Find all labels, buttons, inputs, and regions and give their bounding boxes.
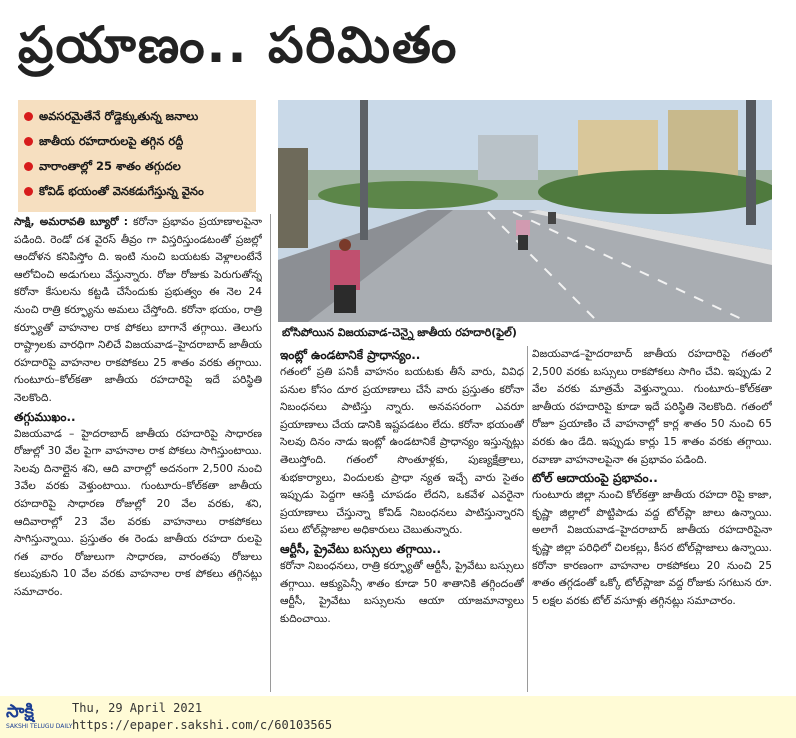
page-headline: ప్రయాణం.. పరిమితం: [18, 16, 459, 74]
highlights-box: [18, 100, 256, 212]
highway-photo-illustration: [278, 100, 772, 322]
highlight-item: [24, 154, 250, 179]
bullet-dot-icon: [24, 162, 33, 171]
highlight-text: జాతీయ రహదారులపై తగ్గిన రద్దీ: [39, 134, 184, 148]
footer-info: [72, 700, 332, 734]
subheading: టోల్ ఆదాయంపై ప్రభావం..: [532, 471, 658, 486]
highway-photo: [278, 100, 772, 322]
highlight-item: [24, 179, 250, 204]
logo-subtitle: SAKSHI TELUGU DAILY: [6, 723, 73, 730]
highlight-text: కోవిడ్ భయంతో వెనకడుగేస్తున్న వైనం: [39, 184, 204, 198]
article-column-3: [532, 346, 772, 692]
sakshi-logo: [6, 701, 73, 733]
bullet-dot-icon: [24, 187, 33, 196]
paragraph-text: గుంటూరు జిల్లా నుంచి కోల్‌కత్తా జాతీయ రహదా రిపై కాజా, కృష్ణా జిల్లాలో పొట్టిపాడు వద్ద టోల్‌ప్లా జాలు ఉన్నాయి. అలాగే విజయవాడ–హైదరాబాద్ జాతీయ రహదారిపైనా కృష్ణా జిల్లా పరిధిలో చిలకల్లు, కీసర టోల్‌ప్లాజాలు ఉన్నాయి. కరోనా కారణంగా వాహనాల రాకపోకలు 20 నుంచి 25 శాతం తగ్గడంతో ఒక్కో టోల్‌ప్లాజా వద్ద రోజుకు సగటున రూ. 5 లక్షల వరకు టోల్ వసూళ్లు తగ్గినట్లు సమాచారం.: [532, 489, 772, 607]
logo-mark: సాక్షి: [6, 701, 34, 722]
publish-date: Thu, 29 April 2021: [72, 701, 203, 715]
highlight-item: [24, 129, 250, 154]
article-column-1: [14, 214, 262, 692]
paragraph-text: కరోనా నిబంధనలు, రాత్రి కర్ఫ్యూతో ఆర్టీసీ, ప్రైవేటు బస్సులు తగ్గాయి. ఆక్యుపెన్సీ శాతం కూడా 50 శాతానికి తగ్గిందంతో ఆర్టీసీ, ప్రైవేటు బస్సులను ఆయా యాజమాన్యాలు కుదించాయి.: [280, 559, 524, 625]
subheading: తగ్గుముఖం..: [14, 409, 76, 424]
highlight-text: వారాంతాల్లో 25 శాతం తగ్గుదల: [39, 159, 181, 173]
epaper-footer: [0, 696, 796, 738]
highlight-item: [24, 104, 250, 129]
highlight-text: అవసరమైతేనే రోడ్డెక్కుతున్న జనాలు: [39, 109, 199, 123]
paragraph-text: విజయవాడ–హైదరాబాద్ జాతీయ రహదారిపై గతంలో 2,500 వరకు బస్సులు రాకపోకలు సాగిం చేవి. ఇప్పుడు 2 వేల వరకు మాత్రమే వెళ్తున్నాయి. గుంటూరు–కోల్‌కతా జాతీయ రహదారిపై కూడా ఇదే పరిస్థితి నెలకొంది. గతంలో రోజూ ప్రయాణిం చే వాహనాల్లో కార్ల శాతం 50 నుంచి 65 వరకు ఉం డేది. ఇప్పుడు కార్లు 15 శాతం వరకు తగ్గాయి. రవాణా వాహనాలపైనా ఈ ప్రభావం పడింది.: [532, 348, 772, 466]
paragraph-text: విజయవాడ – హైదరాబాద్ జాతీయ రహదారిపై సాధారణ రోజుల్లో 30 వేల పైగా వాహనాల రాక పోకలు సాగిస్తుంటాయి. సెలవు దినాల్లైన శని, ఆది వారాల్లో అదనంగా 2,500 నుంచి 3వేల వరకు వెళ్తుంటాయి. గుంటూరు–కోల్‌కతా జాతీయ రహదారిపై సాధారణ రోజుల్లో 20 వేల వరకు, శని, ఆదివారాల్లో 23 వేల వరకు వాహనాలు రాకపోకలు సాగిస్తున్నాయి. ప్రస్తుతం ఈ రెండు జాతీయ రహదా రులపై గత వారం రోజులుగా సాధారణ, వారంతపు రోజులు కలుపుకుని 10 వేల వరకు వాహనాల రాక పోకలు తగ్గినట్లు సమాచారం.: [14, 427, 262, 598]
photo-caption: బోసిపోయిన విజయవాడ-చెన్నై జాతీయ రహదారి(ఫైల్): [282, 326, 517, 339]
epaper-link[interactable]: https://epaper.sakshi.com/c/60103565: [72, 718, 333, 732]
subheading: ఆర్టీసీ, ప్రైవేటు బస్సులు తగ్గాయి..: [280, 541, 442, 556]
byline: సాక్షి, అమరావతి బ్యూరో :: [14, 216, 129, 228]
column-divider: [527, 346, 528, 692]
lead-paragraph: [14, 214, 262, 408]
paragraph-text: కరోనా ప్రభావం ప్రయాణాలపైనా పడింది. రెండో దశ వైరస్ తీవ్రం గా విస్తరిస్తుండటంతో ప్రజల్లో ఆందోళన కనిపిస్తోం ది. ఇంటి నుంచి బయటకు వెళ్లాలంటేనే ఆలోచించి అడుగులు వేస్తున్నారు. రోజు రోజుకు పెరుగుతోన్న కరోనా కేసులను కట్టడి చేసేందుకు ప్రభుత్వం ఈ నెల 24 నుంచి రాత్రి కర్ఫ్యూను అమలు చేస్తోంది. కరోనా భయం, రాత్రి కర్ఫ్యూతో వాహనాల రాక పోకలు బాగానే తగ్గాయి. తెలుగు రాష్ట్రాలకు వారధిగా నిలిచే విజయవాడ–హైదరాబాద్ జాతీయ రహదారిపై వాహనాల రాకపోకలు 25 శాతం వరకు తగ్గాయి. గుంటూరు–కోల్‌కతా జాతీయ రహదారిపై ఇదే పరిస్థితి నెలకొంది.: [14, 216, 262, 404]
paragraph-text: గతంలో ప్రతి పనికీ వాహనం బయటకు తీసే వారు, వివిధ పనుల కోసం దూర ప్రయాణాలు చేసే వారు ప్రస్తుతం కరోనా నిబంధనలు పాటిస్తు న్నారు. అనవసరంగా ఎవరూ ప్రయాణాలు చేయ డానికి ఇష్టపడటం లేదు. కరోనా భయంతో సెలవు దినం నాడు ఇంట్లో ఉండటానికే ప్రాధాన్యం ఇస్తున్నట్లు తెలుస్తోంది. గతంలో సొంతూళ్లకు, పుణ్యక్షేత్రాలు, శుభకార్యాలు, విందులకు ప్రాధా న్యత ఇచ్చే వారు సైతం ఇప్పుడు పెద్దగా ఆసక్తి చూపడం లేదని, ఒకవేళ ఎవరైనా ప్రయాణాలు చేస్తున్నా కోవిడ్ నిబంధనలు పాటిస్తున్నారని పలు టోల్‌ప్లాజాల అధికారులు చెబుతున్నారు.: [280, 366, 524, 537]
bullet-dot-icon: [24, 112, 33, 121]
bullet-dot-icon: [24, 137, 33, 146]
article-column-2: [280, 346, 524, 692]
column-divider: [270, 214, 271, 692]
subheading: ఇంట్లో ఉండటానికే ప్రాధాన్యం..: [280, 348, 421, 362]
